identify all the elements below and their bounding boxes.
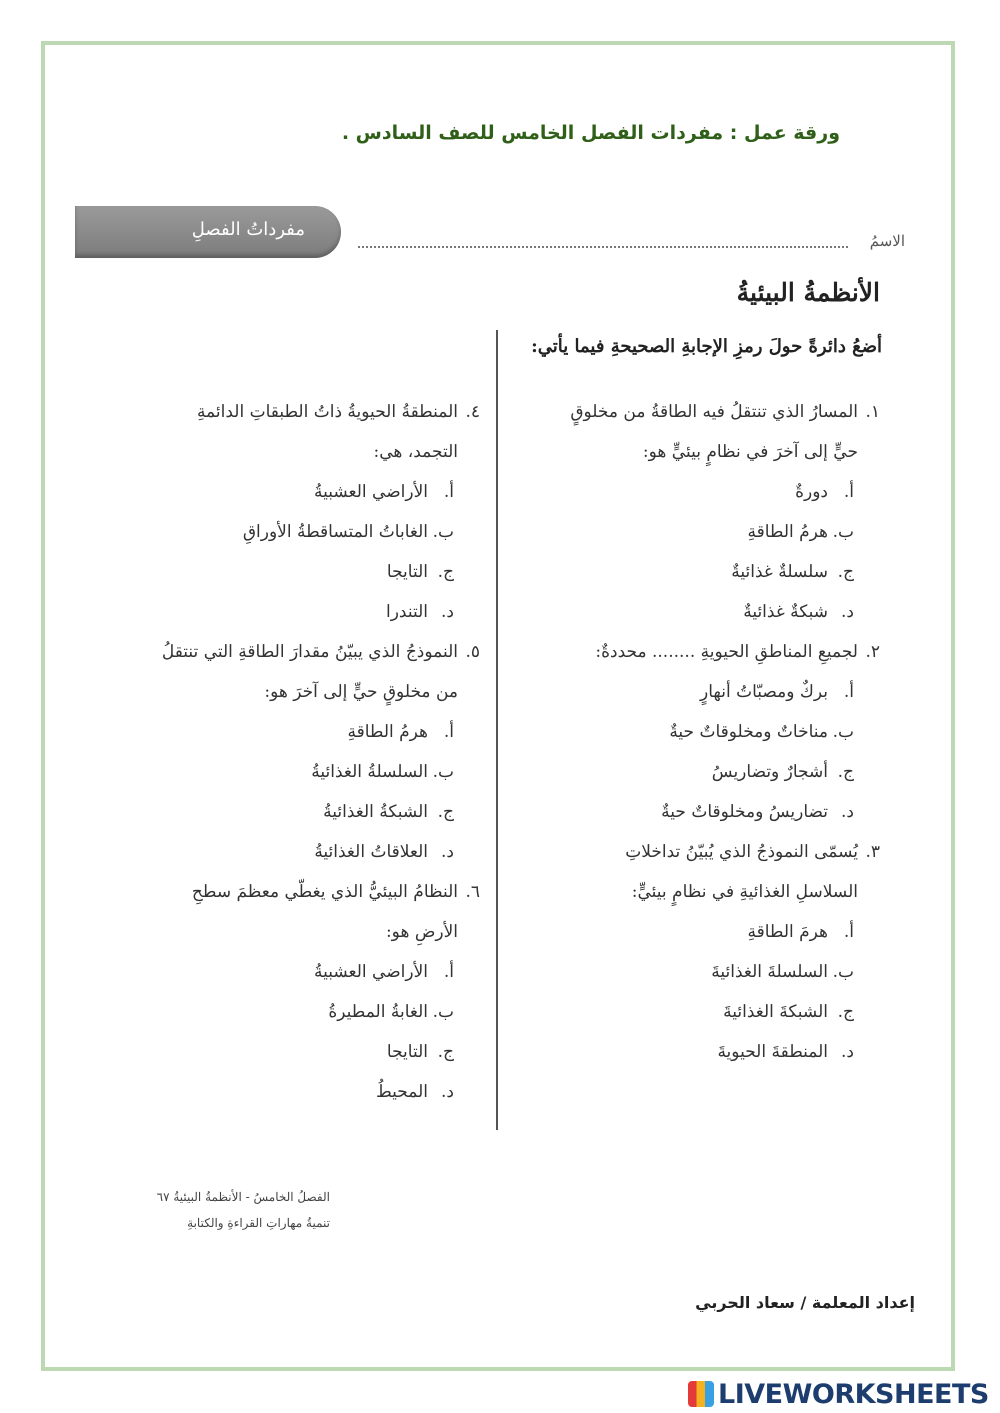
instruction-text: أضعُ دائرةً حولَ رمزِ الإجابةِ الصحيحةِ فيما يأتي: [531, 336, 882, 357]
option-text: هرمُ الطاقةِ [747, 522, 828, 542]
question-line [110, 392, 480, 432]
option[interactable] [110, 1072, 480, 1112]
option[interactable] [110, 832, 480, 872]
question-text: المسارُ الذي تنتقلُ فيه الطاقةُ من مخلوقٍ [570, 402, 858, 422]
option[interactable] [512, 752, 880, 792]
option-text: هرمُ الطاقةِ [347, 722, 428, 742]
banner-label: مفرداتُ الفصلِ [191, 219, 305, 240]
worksheet-title: ورقة عمل : مفردات الفصل الخامس للصف السادس . [341, 122, 840, 144]
section-title: الأنظمةُ البيئيةُ [736, 278, 880, 307]
option-text: العلاقاتُ الغذائيةُ [314, 842, 428, 862]
option[interactable] [512, 792, 880, 832]
question-line: السلاسلِ الغذائيةِ في نظامٍ بيئيٍّ: [631, 882, 858, 902]
question-line [110, 632, 480, 672]
option-letter: ب. [832, 522, 854, 542]
page-footer [110, 1184, 330, 1236]
question-4 [110, 392, 480, 632]
option-text: الغاباتُ المتساقطةُ الأوراقِ [242, 522, 428, 542]
option-letter: ب. [832, 722, 854, 742]
option-letter: د. [441, 602, 454, 622]
option[interactable] [110, 792, 480, 832]
question-line: الأرضِ هو: [385, 922, 458, 942]
question-line: من مخلوقٍ حيٍّ إلى آخرَ هو: [264, 682, 458, 702]
chapter-vocab-banner [75, 206, 341, 258]
author-credit: إعداد المعلمة / سعاد الحربي [695, 1293, 915, 1312]
option-text: الأراضي العشبيةُ [313, 482, 428, 502]
question-number: ٢. [865, 642, 880, 662]
name-label: الاسمُ [869, 232, 905, 250]
option[interactable] [110, 552, 480, 592]
footer-subtitle: تنميةُ مهاراتِ القراءةِ والكتابةِ [187, 1216, 330, 1230]
question-line: التجمد، هي: [373, 442, 458, 462]
option[interactable] [512, 1032, 880, 1072]
option-letter: ب. [832, 962, 854, 982]
footer-chapter: الفصلُ الخامسُ - الأنظمةُ البيئيةُ ٦٧ [156, 1190, 330, 1204]
logo-text: LIVEWORKSHEETS [718, 1378, 989, 1410]
option-letter: أ. [443, 482, 454, 502]
option-text: الغابةُ المطيرةُ [328, 1002, 428, 1022]
option-text: هرمَ الطاقةِ [747, 922, 828, 942]
option-text: الأراضي العشبيةُ [313, 962, 428, 982]
option[interactable] [110, 592, 480, 632]
liveworksheets-logo[interactable] [688, 1378, 989, 1410]
option[interactable] [512, 912, 880, 952]
option-letter: د. [841, 602, 854, 622]
option-letter: ب. [432, 522, 454, 542]
option[interactable] [512, 952, 880, 992]
option-letter: ج. [437, 802, 454, 822]
liveworksheets-logo-icon [688, 1381, 714, 1407]
question-number: ٣. [865, 842, 880, 862]
question-1 [512, 392, 880, 632]
option-letter: د. [441, 1082, 454, 1102]
option-letter: ج. [837, 762, 854, 782]
question-3 [512, 832, 880, 1072]
option-text: أشجارٌ وتضاريسُ [711, 762, 828, 782]
option[interactable] [110, 952, 480, 992]
option[interactable] [512, 552, 880, 592]
question-text: النظامُ البيئيُّ الذي يغطّي معظمَ سطحِ [191, 882, 458, 902]
question-5 [110, 632, 480, 872]
option[interactable] [110, 1032, 480, 1072]
option-letter: ب. [432, 762, 454, 782]
question-6 [110, 872, 480, 1112]
option[interactable] [110, 992, 480, 1032]
option-text: مناخاتٌ ومخلوقاتٌ حيةٌ [669, 722, 828, 742]
option[interactable] [110, 472, 480, 512]
option-letter: أ. [443, 722, 454, 742]
option[interactable] [512, 592, 880, 632]
option-letter: ج. [837, 1002, 854, 1022]
question-line [512, 632, 880, 672]
question-text: لجميعِ المناطقِ الحيويةِ ........ محددةٌ: [595, 642, 858, 662]
name-field[interactable] [358, 246, 848, 248]
question-2 [512, 632, 880, 832]
question-line [512, 832, 880, 872]
questions-right-column [512, 392, 880, 1072]
question-line: حيٍّ إلى آخرَ في نظامٍ بيئيٍّ هو: [642, 442, 858, 462]
option-text: الشبكةَ الغذائيةَ [723, 1002, 828, 1022]
option-text: المنطقةَ الحيويةَ [717, 1042, 828, 1062]
option-letter: ج. [437, 562, 454, 582]
option-text: دورةٌ [795, 482, 828, 502]
option-text: شبكةٌ غذائيةٌ [743, 602, 828, 622]
question-text: المنطقةُ الحيويةُ ذاتُ الطبقاتِ الدائمةِ [196, 402, 458, 422]
option-letter: أ. [843, 682, 854, 702]
option[interactable] [512, 512, 880, 552]
option-letter: د. [841, 1042, 854, 1062]
option[interactable] [110, 752, 480, 792]
option-letter: د. [441, 842, 454, 862]
option-letter: أ. [843, 922, 854, 942]
option-text: سلسلةٌ غذائيةٌ [731, 562, 828, 582]
option[interactable] [110, 712, 480, 752]
question-number: ٤. [465, 402, 480, 422]
option-letter: أ. [443, 962, 454, 982]
option-text: التايجا [386, 562, 428, 582]
option-text: السلسلةَ الغذائيةَ [711, 962, 828, 982]
questions-left-column [110, 392, 480, 1112]
option[interactable] [512, 672, 880, 712]
option-text: الشبكةُ الغذائيةُ [323, 802, 428, 822]
question-text: يُسمّى النموذجُ الذي يُبيّنُ تداخلاتِ [625, 842, 858, 862]
option[interactable] [512, 472, 880, 512]
question-number: ٥. [465, 642, 480, 662]
question-line [110, 872, 480, 912]
option-text: المحيطُ [376, 1082, 428, 1102]
option-letter: أ. [843, 482, 854, 502]
option-text: تضاريسُ ومخلوقاتٌ حيةٌ [661, 802, 828, 822]
option-letter: ب. [432, 1002, 454, 1022]
option-text: السلسلةُ الغذائيةُ [311, 762, 428, 782]
question-text: النموذجُ الذي يبيّنُ مقدارَ الطاقةِ التي تنتقلُ [161, 642, 458, 662]
column-divider [496, 330, 498, 1130]
question-line [512, 392, 880, 432]
option-letter: د. [841, 802, 854, 822]
option[interactable] [512, 712, 880, 752]
option-text: التايجا [386, 1042, 428, 1062]
option[interactable] [512, 992, 880, 1032]
option-letter: ج. [837, 562, 854, 582]
question-number: ٦. [465, 882, 480, 902]
option-text: بركٌ ومصبّاتُ أنهارٍ [700, 682, 828, 702]
option[interactable] [110, 512, 480, 552]
question-number: ١. [865, 402, 880, 422]
option-letter: ج. [437, 1042, 454, 1062]
option-text: التندرا [385, 602, 428, 622]
